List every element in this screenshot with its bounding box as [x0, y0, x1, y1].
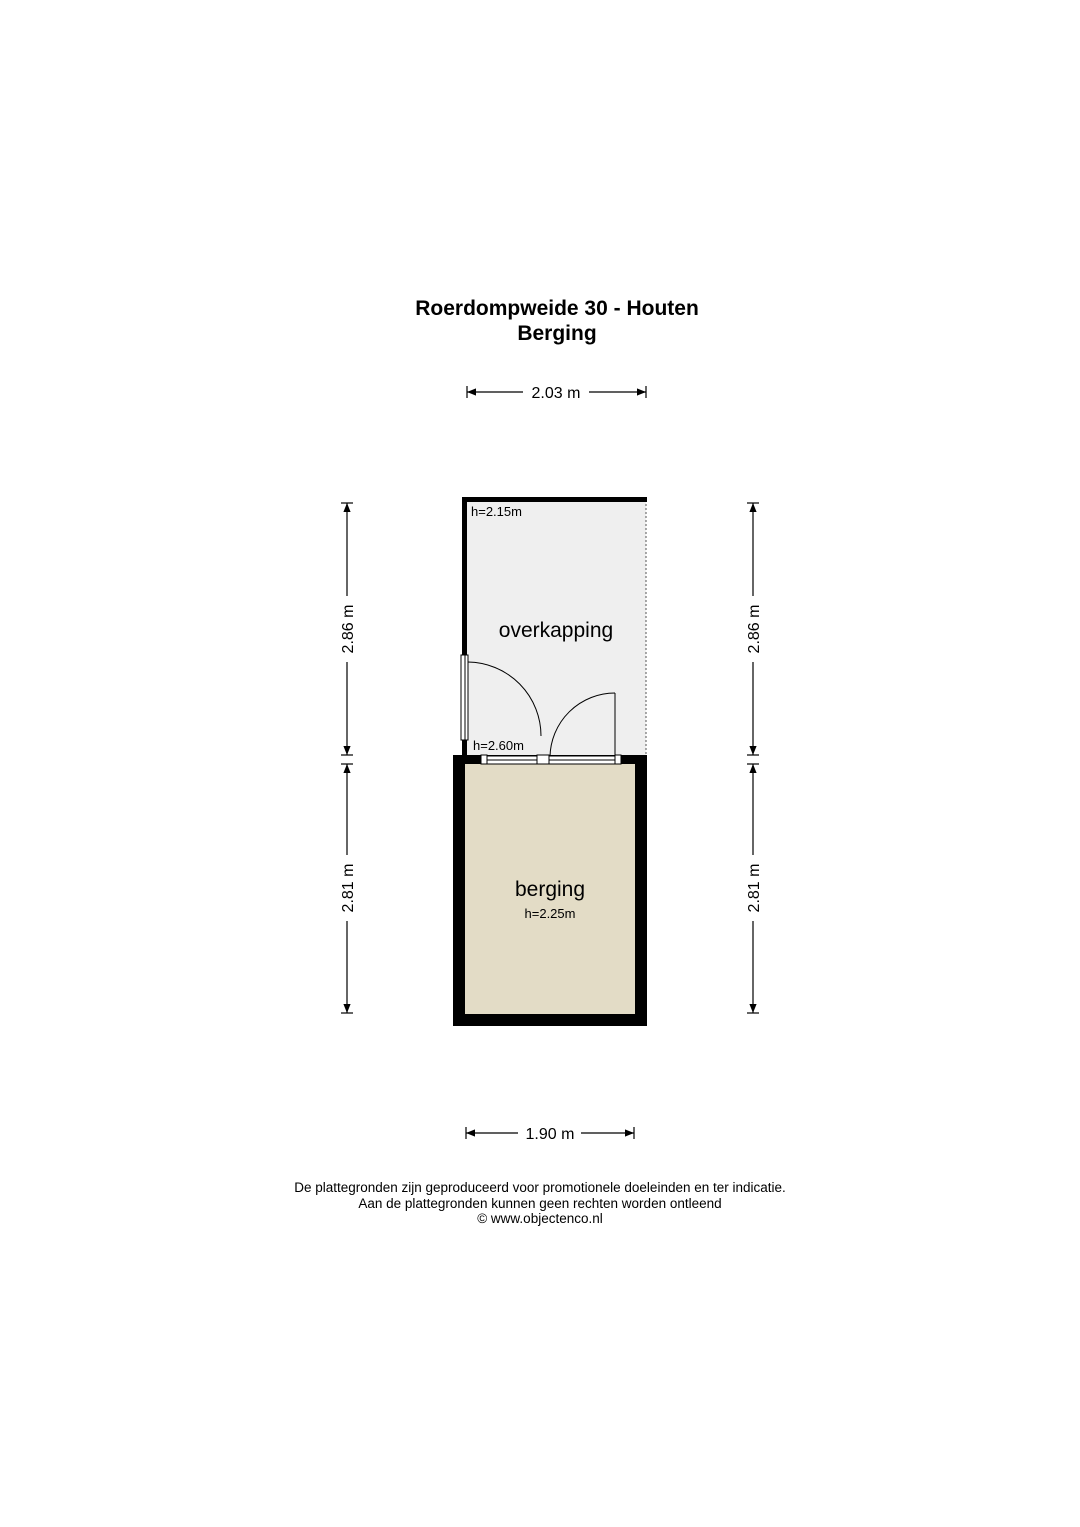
dimension-top-width — [467, 385, 646, 402]
overkapping-label: overkapping — [498, 619, 614, 642]
overkapping-height-bottom: h=2.60m — [473, 738, 524, 753]
plan-title: Roerdompweide 30 - Houten — [415, 297, 699, 320]
berging-label: berging — [514, 878, 586, 901]
room-overkapping — [461, 497, 647, 757]
overkapping-height-top: h=2.15m — [471, 504, 522, 519]
dimension-right-upper — [746, 503, 763, 755]
dimension-bottom-width — [466, 1126, 634, 1143]
dimension-bottom-label: 1.90 m — [525, 1126, 575, 1143]
dimension-right-upper-label: 2.86 m — [746, 604, 763, 654]
copyright-line: © www.objectenco.nl — [477, 1211, 603, 1226]
dimension-left-upper-label: 2.86 m — [340, 604, 357, 654]
dimension-left-lower-label: 2.81 m — [340, 863, 357, 913]
disclaimer-line-2: Aan de plattegronden kunnen geen rechten worden ontleend — [358, 1196, 722, 1211]
dimension-right-lower-label: 2.81 m — [746, 863, 763, 913]
dimension-top-label: 2.03 m — [531, 385, 581, 402]
dimension-left-upper — [340, 503, 357, 755]
disclaimer-line-1: De plattegronden zijn geproduceerd voor promotionele doeleinden en ter indicatie. — [294, 1180, 786, 1195]
berging-height: h=2.25m — [524, 906, 576, 921]
dimension-right-lower — [746, 764, 763, 1013]
room-berging — [453, 755, 647, 1026]
plan-subtitle: Berging — [517, 322, 597, 345]
dimension-left-lower — [340, 764, 357, 1013]
